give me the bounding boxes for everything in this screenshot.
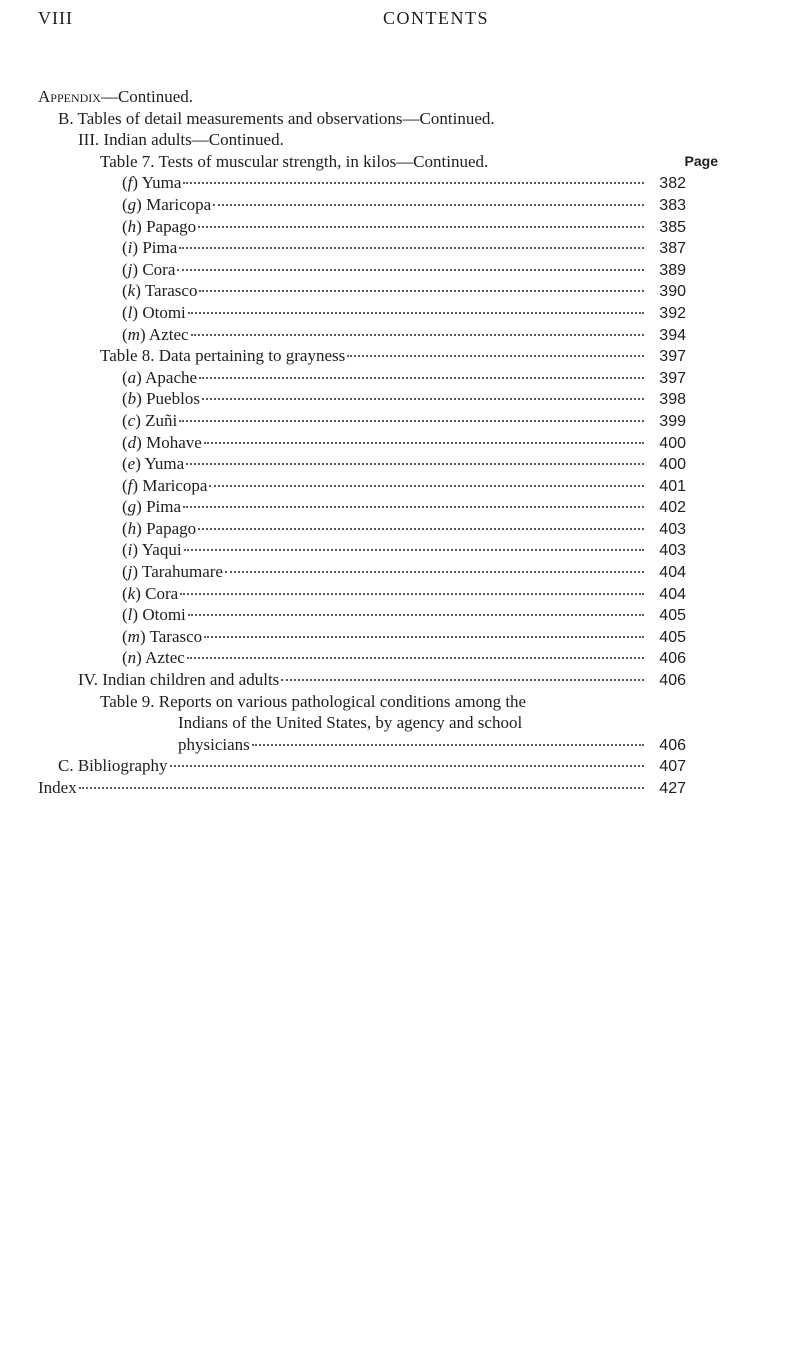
entry-letter-italic: f: [127, 173, 133, 193]
toc-table9-line2: [0, 712, 800, 734]
entry-letter: (b): [122, 389, 142, 409]
entry-name: Zuñi: [140, 410, 178, 430]
dot-leader: [184, 548, 644, 551]
toc-item-line: [0, 604, 800, 626]
entry-letter: (i): [122, 238, 139, 258]
entry-page: 404: [659, 585, 686, 603]
entry-page: 404: [659, 564, 686, 582]
entry-letter: (m): [122, 324, 146, 344]
toc-entry: [122, 626, 686, 649]
entry-name: Papago: [141, 216, 197, 236]
entry-label: [122, 561, 223, 583]
toc-entry: [122, 172, 686, 195]
entry-letter-italic: h: [127, 518, 137, 538]
entry-name: Cora: [140, 583, 179, 603]
toc-section-c-line: [0, 755, 800, 777]
entry-page: 403: [659, 520, 686, 538]
entry-letter: (a): [122, 367, 142, 387]
entry-letter: (l): [122, 302, 139, 322]
entry-page: 392: [659, 304, 686, 322]
entry-letter-italic: e: [127, 454, 136, 474]
toc-item-line: [0, 302, 800, 324]
dot-leader: [179, 419, 644, 422]
dot-leader: [198, 225, 644, 228]
entry-letter: (l): [122, 605, 139, 625]
entry-label: Table 8. Data pertaining to grayness: [100, 346, 346, 366]
entry-letter: (n): [122, 648, 142, 668]
entry-label: [122, 367, 197, 389]
entry-page: 402: [659, 499, 686, 517]
toc-entry-section-iv: [78, 669, 686, 692]
entry-page: 407: [659, 758, 686, 776]
toc-appendix-line: [0, 86, 800, 108]
entry-letter-italic: k: [127, 583, 136, 603]
toc-item-line: [0, 453, 800, 475]
entry-letter-italic: k: [127, 281, 136, 301]
toc-table7-items: [0, 172, 800, 345]
toc-section-b: B. Tables of detail measurements and observations—Continued.: [58, 108, 495, 128]
entry-page: 405: [659, 607, 686, 625]
entry-page: 382: [659, 175, 686, 193]
entry-label: [122, 432, 202, 454]
toc-item-line: [0, 583, 800, 605]
entry-name: Yuma: [138, 173, 182, 193]
entry-label: [122, 259, 175, 281]
entry-letter-italic: j: [127, 562, 133, 582]
toc-entry: [122, 539, 686, 562]
entry-page: 397: [659, 348, 686, 366]
entry-label: [122, 475, 207, 497]
dot-leader: [225, 570, 644, 573]
toc-entry: [122, 410, 686, 433]
entry-letter-italic: n: [127, 648, 137, 668]
entry-letter-italic: g: [127, 194, 137, 214]
entry-label: [122, 518, 196, 540]
entry-letter: (c): [122, 410, 141, 430]
entry-label: [122, 410, 177, 432]
entry-name: Pima: [141, 497, 182, 517]
entry-letter: (g): [122, 497, 142, 517]
entry-label: IV. Indian children and adults: [78, 670, 280, 690]
dot-leader: [79, 786, 644, 789]
toc-item-line: [0, 432, 800, 454]
toc-entry-table8: [100, 345, 686, 368]
entry-page: 406: [659, 736, 686, 754]
toc-entry: [122, 302, 686, 325]
toc-section-iii: III. Indian adults—Continued.: [78, 130, 284, 150]
entry-letter: (j): [122, 562, 139, 582]
toc-section-b-line: [0, 108, 800, 130]
entry-label: [122, 302, 186, 324]
entry-name: Yaqui: [138, 540, 182, 560]
toc-entry-table9: [178, 734, 686, 757]
entry-letter-italic: m: [127, 626, 140, 646]
toc-item-line: [0, 475, 800, 497]
entry-label: [122, 539, 182, 561]
dot-leader: [281, 678, 644, 681]
page-number: VIII: [38, 8, 73, 28]
toc-item-line: [0, 172, 800, 194]
toc-item-line: [0, 259, 800, 281]
toc-entry: [122, 216, 686, 239]
dot-leader: [191, 333, 644, 336]
toc-item-line: [0, 410, 800, 432]
dot-leader: [183, 181, 644, 184]
entry-label: Index: [38, 778, 77, 797]
entry-name: Tarahumare: [138, 562, 223, 582]
dot-leader: [170, 764, 644, 767]
entry-label: [122, 324, 189, 346]
toc-table7: Table 7. Tests of muscular strength, in kilos—Continued.: [100, 151, 489, 171]
entry-letter: (j): [122, 259, 139, 279]
entry-letter: (m): [122, 626, 146, 646]
toc-item-line: [0, 367, 800, 389]
toc-entry: [122, 432, 686, 455]
toc-table8-line: [0, 345, 800, 367]
toc-entry-index: [38, 777, 686, 800]
toc-item-line: [0, 324, 800, 346]
dot-leader: [204, 635, 644, 638]
entry-letter-italic: f: [127, 475, 133, 495]
toc-entry: [122, 453, 686, 476]
toc-table9-line3: [0, 734, 800, 756]
entry-page: 405: [659, 628, 686, 646]
dot-leader: [177, 268, 644, 271]
entry-label: [122, 626, 202, 648]
entry-label: physicians: [178, 734, 250, 754]
entry-letter-italic: j: [127, 259, 133, 279]
entry-name: Maricopa: [141, 194, 212, 214]
entry-page: 403: [659, 542, 686, 560]
entry-label: [122, 453, 184, 475]
toc-entry: [122, 367, 686, 390]
dot-leader: [179, 246, 644, 249]
running-head: [38, 8, 738, 34]
entry-letter-italic: h: [127, 216, 137, 236]
entry-letter: (i): [122, 540, 139, 560]
toc-appendix: Appendix—Continued.: [38, 87, 194, 106]
entry-label: [122, 216, 196, 238]
entry-letter: (k): [122, 583, 141, 603]
entry-label: [122, 172, 181, 194]
entry-letter-italic: a: [127, 367, 137, 387]
entry-letter-italic: m: [127, 324, 140, 344]
entry-page: 397: [659, 369, 686, 387]
dot-leader: [202, 397, 644, 400]
dot-leader: [187, 656, 644, 659]
entry-letter: (d): [122, 432, 142, 452]
dot-leader: [198, 527, 644, 530]
entry-name: Papago: [141, 518, 197, 538]
entry-letter-italic: l: [127, 605, 133, 625]
toc-table8-items: [0, 367, 800, 669]
entry-label: [122, 496, 181, 518]
dot-leader: [199, 289, 644, 292]
toc-table9-line1: [0, 691, 800, 713]
entry-page: 383: [659, 196, 686, 214]
entry-label: [122, 194, 211, 216]
toc-item-line: [0, 280, 800, 302]
entry-label: C. Bibliography: [58, 756, 168, 776]
toc-entry: [122, 475, 686, 498]
toc-entry: [122, 518, 686, 541]
entry-letter: (e): [122, 454, 141, 474]
entry-letter-italic: l: [127, 302, 133, 322]
entry-letter: (f): [122, 475, 139, 495]
toc-entry: [122, 280, 686, 303]
entry-name: Pima: [138, 238, 178, 258]
entry-letter-italic: g: [127, 497, 137, 517]
toc-table9-text-1: Table 9. Reports on various pathological conditions among the: [100, 691, 527, 711]
entry-label: [122, 647, 185, 669]
dot-leader: [188, 311, 644, 314]
toc-entry: [122, 388, 686, 411]
entry-name: Aztec: [141, 648, 185, 668]
entry-letter-italic: i: [127, 540, 133, 560]
toc-entry: [122, 604, 686, 627]
dot-leader: [186, 462, 644, 465]
toc-item-line: [0, 237, 800, 259]
entry-letter: (f): [122, 173, 139, 193]
dot-leader: [180, 592, 644, 595]
entry-name: Apache: [141, 367, 198, 387]
toc-entry: [122, 496, 686, 519]
toc-item-line: [0, 216, 800, 238]
toc-item-line: [0, 496, 800, 518]
entry-page: 399: [659, 412, 686, 430]
toc-table7-line: [0, 151, 800, 173]
entry-name: Otomi: [138, 605, 186, 625]
entry-page: 427: [659, 780, 686, 797]
toc-table9-text-2: Indians of the United States, by agency and school: [178, 713, 523, 733]
entry-letter: (k): [122, 281, 141, 301]
toc-item-line: [0, 561, 800, 583]
toc-item-line: [0, 518, 800, 540]
entry-page: 387: [659, 240, 686, 258]
entry-page: 390: [659, 283, 686, 301]
entry-page: 406: [659, 672, 686, 690]
toc-entry: [122, 194, 686, 217]
toc-entry: [122, 647, 686, 670]
entry-page: 385: [659, 218, 686, 236]
toc-section-iv-line: [0, 669, 800, 691]
toc-item-line: [0, 388, 800, 410]
entry-letter: (g): [122, 194, 142, 214]
entry-label: [122, 604, 186, 626]
entry-page: 400: [659, 456, 686, 474]
entry-page: 406: [659, 650, 686, 668]
entry-name: Otomi: [138, 302, 186, 322]
page-column-label: Page: [684, 152, 718, 169]
toc-entry: [122, 561, 686, 584]
table-of-contents: [0, 86, 800, 799]
entry-letter-italic: b: [127, 389, 137, 409]
dot-leader: [209, 484, 644, 487]
toc-index-line: [0, 777, 800, 799]
entry-letter-italic: c: [127, 410, 136, 430]
entry-label: [122, 583, 178, 605]
entry-page: 394: [659, 326, 686, 344]
dot-leader: [188, 613, 644, 616]
toc-entry: [122, 237, 686, 260]
entry-name: Yuma: [140, 454, 185, 474]
entry-name: Cora: [138, 259, 176, 279]
page-title: CONTENTS: [383, 8, 489, 28]
entry-name: Pueblos: [141, 389, 200, 409]
entry-letter: (h): [122, 216, 142, 236]
toc-entry: [122, 324, 686, 347]
entry-label: [122, 280, 197, 302]
toc-item-line: [0, 194, 800, 216]
entry-name: Aztec: [145, 324, 189, 344]
dot-leader: [213, 203, 644, 206]
entry-page: 389: [659, 261, 686, 279]
toc-section-iii-line: [0, 129, 800, 151]
toc-entry: [122, 259, 686, 282]
entry-page: 401: [659, 477, 686, 495]
entry-page: 398: [659, 391, 686, 409]
dot-leader: [183, 505, 644, 508]
entry-label: [122, 388, 200, 410]
entry-name: Tarasco: [140, 281, 198, 301]
dot-leader: [252, 743, 644, 746]
entry-name: Mohave: [141, 432, 202, 452]
entry-letter-italic: i: [127, 238, 133, 258]
toc-item-line: [0, 626, 800, 648]
entry-label: [122, 237, 177, 259]
dot-leader: [204, 441, 644, 444]
dot-leader: [347, 354, 644, 357]
toc-entry: [122, 583, 686, 606]
entry-page: 400: [659, 434, 686, 452]
toc-entry-section-c: [58, 755, 686, 778]
entry-letter-italic: d: [127, 432, 137, 452]
dot-leader: [199, 376, 644, 379]
toc-item-line: [0, 539, 800, 561]
entry-name: Maricopa: [138, 475, 208, 495]
entry-name: Tarasco: [145, 626, 203, 646]
entry-letter: (h): [122, 518, 142, 538]
toc-item-line: [0, 647, 800, 669]
